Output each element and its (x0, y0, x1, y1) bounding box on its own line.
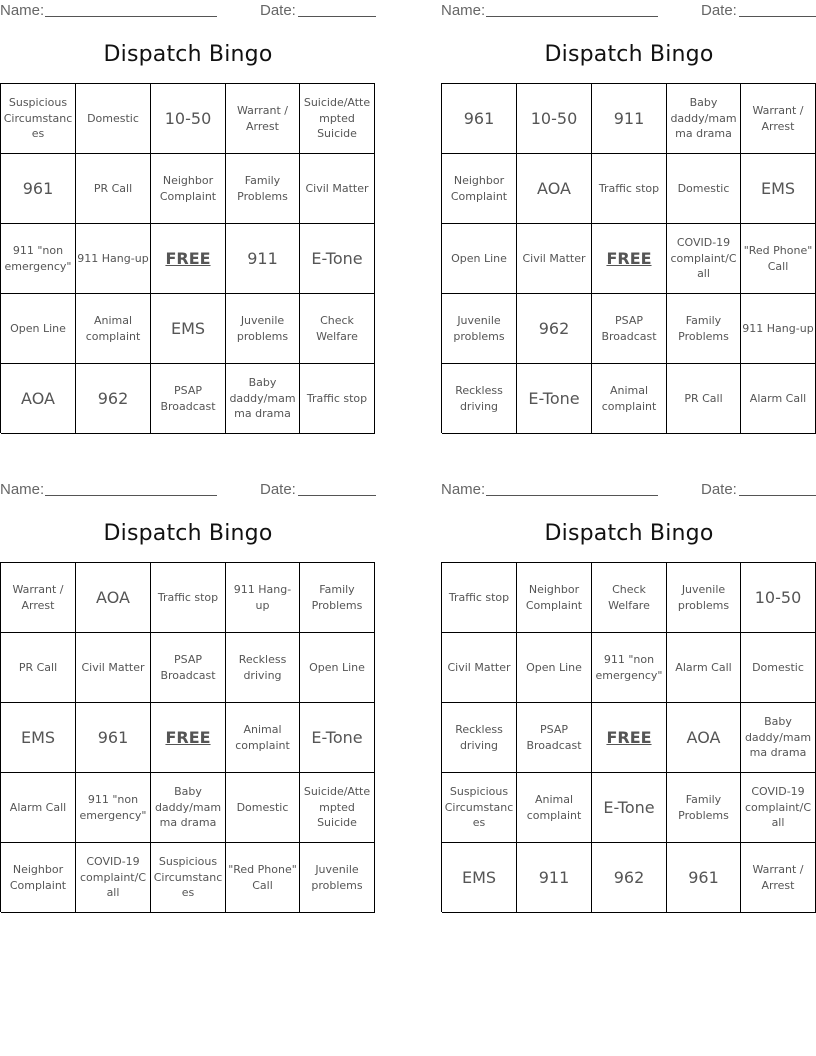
bingo-cell: 911 "non emergency" (592, 633, 667, 703)
bingo-cell: EMS (442, 843, 517, 913)
bingo-cell: Suicide/Attempted Suicide (300, 773, 375, 843)
bingo-cell: Traffic stop (442, 563, 517, 633)
bingo-cell: Baby daddy/mamma drama (741, 703, 816, 773)
date-blank-line (739, 495, 816, 496)
bingo-grid (0, 83, 375, 433)
bingo-cell: 962 (592, 843, 667, 913)
bingo-cell: Open Line (517, 633, 592, 703)
bingo-cell: 961 (667, 843, 741, 913)
bingo-cell: AOA (1, 364, 76, 434)
date-label: Date: (260, 481, 296, 498)
card-header (441, 0, 816, 22)
bingo-cell: PR Call (667, 364, 741, 434)
date-blank-line (739, 16, 816, 17)
bingo-cell: 962 (517, 294, 592, 364)
bingo-cell: PR Call (1, 633, 76, 703)
bingo-cell: E-Tone (300, 224, 375, 294)
bingo-cell: Civil Matter (300, 154, 375, 224)
bingo-cell: 10-50 (517, 84, 592, 154)
bingo-cell: PSAP Broadcast (151, 364, 226, 434)
card-header (441, 479, 816, 501)
bingo-cell: EMS (1, 703, 76, 773)
bingo-cell: Juvenile problems (667, 563, 741, 633)
name-blank-line (45, 16, 217, 17)
bingo-cell: Warrant / Arrest (741, 843, 816, 913)
bingo-cell: 961 (1, 154, 76, 224)
bingo-cell: 911 (517, 843, 592, 913)
bingo-cell: Reckless driving (442, 364, 517, 434)
bingo-cell: EMS (151, 294, 226, 364)
name-label: Name: (0, 481, 45, 498)
bingo-cell: Suicide/Attempted Suicide (300, 84, 375, 154)
bingo-cell: Civil Matter (517, 224, 592, 294)
card-header (0, 479, 376, 501)
bingo-cell: PSAP Broadcast (151, 633, 226, 703)
name-blank-line (486, 16, 658, 17)
bingo-cell: Open Line (442, 224, 517, 294)
bingo-card-4 (441, 479, 816, 919)
bingo-cell: Animal complaint (76, 294, 151, 364)
bingo-card-2 (441, 0, 816, 440)
date-blank-line (298, 16, 376, 17)
bingo-cell: COVID-19 complaint/Call (741, 773, 816, 843)
bingo-cell: Juvenile problems (300, 843, 375, 913)
bingo-cell: AOA (667, 703, 741, 773)
bingo-cell: Check Welfare (300, 294, 375, 364)
bingo-cell: E-Tone (592, 773, 667, 843)
card-title: Dispatch Bingo (103, 42, 273, 67)
bingo-cell: 961 (76, 703, 151, 773)
bingo-cell: Alarm Call (1, 773, 76, 843)
bingo-cell: "Red Phone" Call (226, 843, 300, 913)
bingo-cell: Suspicious Circumstances (442, 773, 517, 843)
bingo-cell: Alarm Call (741, 364, 816, 434)
bingo-cell: Suspicious Circumstances (151, 843, 226, 913)
bingo-cell: Civil Matter (442, 633, 517, 703)
bingo-cell: Neighbor Complaint (442, 154, 517, 224)
bingo-cell: PSAP Broadcast (592, 294, 667, 364)
card-header (0, 0, 376, 22)
bingo-cell: Family Problems (300, 563, 375, 633)
name-label: Name: (441, 2, 486, 19)
bingo-cell: Reckless driving (226, 633, 300, 703)
bingo-cell: Animal complaint (226, 703, 300, 773)
bingo-cell: Juvenile problems (442, 294, 517, 364)
bingo-cell: Reckless driving (442, 703, 517, 773)
free-space-cell: FREE (592, 224, 667, 294)
bingo-cell: 911 (226, 224, 300, 294)
bingo-cell: Domestic (226, 773, 300, 843)
bingo-cell: E-Tone (300, 703, 375, 773)
name-blank-line (486, 495, 658, 496)
bingo-cell: Family Problems (667, 294, 741, 364)
bingo-cell: Family Problems (667, 773, 741, 843)
bingo-cell: 911 Hang-up (741, 294, 816, 364)
bingo-cell: 911 "non emergency" (1, 224, 76, 294)
card-title: Dispatch Bingo (544, 521, 714, 546)
bingo-cell: Domestic (667, 154, 741, 224)
bingo-cell: Domestic (741, 633, 816, 703)
bingo-cell: 911 (592, 84, 667, 154)
date-label: Date: (260, 2, 296, 19)
bingo-cell: Baby daddy/mamma drama (226, 364, 300, 434)
free-space-cell: FREE (151, 224, 226, 294)
bingo-card-1 (0, 0, 376, 440)
bingo-grid (441, 83, 816, 433)
date-label: Date: (701, 2, 737, 19)
bingo-cell: AOA (76, 563, 151, 633)
bingo-cell: Traffic stop (592, 154, 667, 224)
bingo-cell: Animal complaint (517, 773, 592, 843)
bingo-cell: Family Problems (226, 154, 300, 224)
bingo-cell: Open Line (1, 294, 76, 364)
bingo-cell: Baby daddy/mamma drama (151, 773, 226, 843)
free-space-cell: FREE (592, 703, 667, 773)
bingo-cell: Open Line (300, 633, 375, 703)
bingo-cell: Neighbor Complaint (517, 563, 592, 633)
bingo-cell: 911 Hang-up (76, 224, 151, 294)
bingo-cell: 10-50 (151, 84, 226, 154)
bingo-cell: Warrant / Arrest (741, 84, 816, 154)
bingo-cell: COVID-19 complaint/Call (76, 843, 151, 913)
name-label: Name: (0, 2, 45, 19)
date-blank-line (298, 495, 376, 496)
bingo-cell: 911 Hang-up (226, 563, 300, 633)
bingo-cell: PSAP Broadcast (517, 703, 592, 773)
bingo-cell: Alarm Call (667, 633, 741, 703)
bingo-cell: AOA (517, 154, 592, 224)
bingo-cell: 962 (76, 364, 151, 434)
bingo-grid (0, 562, 375, 912)
date-label: Date: (701, 481, 737, 498)
bingo-cell: Animal complaint (592, 364, 667, 434)
bingo-cell: Suspicious Circumstances (1, 84, 76, 154)
bingo-cell: E-Tone (517, 364, 592, 434)
bingo-cell: Check Welfare (592, 563, 667, 633)
name-blank-line (45, 495, 217, 496)
card-title: Dispatch Bingo (103, 521, 273, 546)
name-label: Name: (441, 481, 486, 498)
bingo-cell: 911 "non emergency" (76, 773, 151, 843)
bingo-cell: Traffic stop (151, 563, 226, 633)
bingo-cell: 961 (442, 84, 517, 154)
bingo-grid (441, 562, 816, 912)
bingo-cell: EMS (741, 154, 816, 224)
bingo-cell: Baby daddy/mamma drama (667, 84, 741, 154)
free-space-cell: FREE (151, 703, 226, 773)
bingo-cell: PR Call (76, 154, 151, 224)
bingo-cell: COVID-19 complaint/Call (667, 224, 741, 294)
bingo-cell: Neighbor Complaint (1, 843, 76, 913)
bingo-cell: "Red Phone" Call (741, 224, 816, 294)
bingo-cell: Juvenile problems (226, 294, 300, 364)
bingo-cell: Domestic (76, 84, 151, 154)
bingo-cell: Warrant / Arrest (1, 563, 76, 633)
bingo-cell: Civil Matter (76, 633, 151, 703)
bingo-cell: Neighbor Complaint (151, 154, 226, 224)
bingo-cell: Warrant / Arrest (226, 84, 300, 154)
bingo-cell: 10-50 (741, 563, 816, 633)
bingo-cell: Traffic stop (300, 364, 375, 434)
card-title: Dispatch Bingo (544, 42, 714, 67)
bingo-card-3 (0, 479, 376, 919)
